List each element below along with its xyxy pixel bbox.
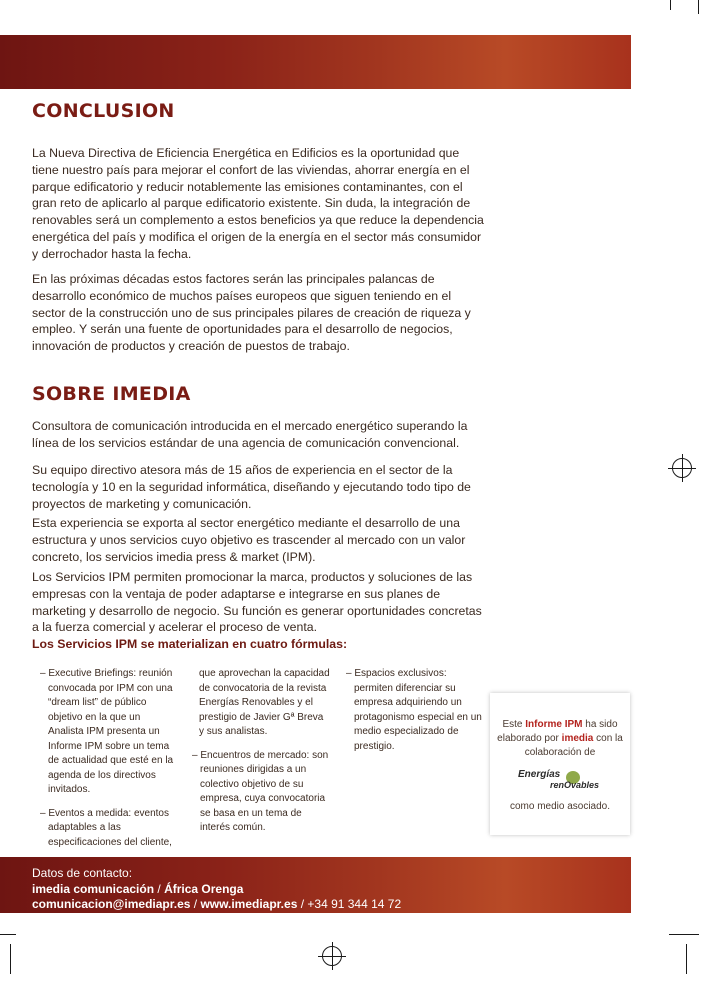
imedia-label: imedia	[561, 733, 594, 744]
crop-mark	[686, 944, 687, 974]
formulas-column-2	[188, 667, 330, 845]
crop-mark	[669, 934, 699, 935]
contact-block	[32, 866, 401, 913]
formulas-column-1	[36, 667, 176, 859]
crop-mark	[0, 934, 16, 935]
contact-phone: +34 91 344 14 72	[307, 897, 402, 911]
formula-encuentros-de-mercado: – Encuentros de mercado: son reuniones dirigidas a un colectivo objetivo de su empresa, cuya convocatoria se basa en un tema de interés común.	[192, 749, 329, 833]
contact-label: Datos de contacto:	[32, 866, 133, 880]
contact-line-2: comunicacion@imediapr.es / www.imediapr.es / +34 91 344 14 72	[32, 897, 402, 911]
header-band	[0, 35, 631, 89]
crop-mark	[10, 944, 11, 974]
formulas-column-3	[342, 667, 482, 763]
collaboration-box	[490, 693, 630, 835]
sobre-imedia-title: SOBRE IMEDIA	[32, 383, 191, 405]
contact-website-link[interactable]: www.imediapr.es	[200, 897, 298, 911]
registration-mark-bottom	[318, 942, 346, 970]
registration-mark-right	[668, 454, 696, 482]
formulas-heading: Los Servicios IPM se materializan en cuatro fórmulas:	[32, 637, 348, 651]
contact-company: imedia comunicación	[32, 881, 155, 896]
sobre-paragraph-1: Consultora de comunicación introducida en el mercado energético superando la línea de los servicios estándar de una agencia de comunicación convencional.	[32, 419, 468, 450]
collaboration-footer: como medio asociado.	[509, 801, 611, 812]
conclusion-title: CONCLUSION	[32, 100, 175, 122]
formula-eventos-continued: que aprovechan la capacidad de convocatoria de la revista Energías Renovables y el prestigio de Javier Gª Breva y sus analistas.	[199, 668, 330, 737]
conclusion-paragraph-2: En las próximas décadas estos factores serán las principales palancas de desarrollo económico de muchos países europeos que siguen teniendo en el sector de la construcción uno de sus principales pilares de creación de riqueza y empleo. Y serán una fuente de oportunidades para el desarrollo de negocios, innovación de productos y creación de puestos de trabajo.	[32, 272, 471, 354]
sobre-paragraph-2: Su equipo directivo atesora más de 15 años de experiencia en el sector de la tecnología y 10 en la seguridad informática, diseñando y ejecutando todo tipo de proyectos de marketing y comunicación.	[32, 463, 471, 511]
informe-ipm-label: Informe IPM	[525, 719, 583, 730]
contact-email-link[interactable]: comunicacion@imediapr.es	[32, 897, 191, 911]
energias-renovables-logo: Energías renOvables	[518, 769, 600, 790]
contact-line-1: imedia comunicación / África Orenga	[32, 881, 244, 896]
crop-mark	[698, 0, 699, 14]
sobre-paragraph-3: Esta experiencia se exporta al sector energético mediante el desarrollo de una estructura y unos servicios cuyo objetivo es trascender al mercado con un valor concreto, los servicios imedia press & market (IPM).	[32, 516, 466, 564]
formula-eventos-a-medida: – Eventos a medida: eventos adaptables a las especificaciones del cliente,	[40, 807, 172, 848]
formula-executive-briefings: – Executive Briefings: reunión convocada por IPM con una “dream list” de público objetivo en la que un Analista IPM presenta un Informe IPM sobre un tema de actualidad que esté en la agenda de los directivos invitados.	[40, 668, 174, 795]
conclusion-paragraph-1: La Nueva Directiva de Eficiencia Energética en Edificios es la oportunidad que tiene nuestro país para mejorar el confort de las viviendas, ahorrar energía en el parque edificatorio y reducir notablemente las emisiones contaminantes, con el gran reto de aplicarlo al parque edificatorio existente. Sin duda, la integración de renovables será un complemento a estos beneficios ya que reduce la dependencia energética del país y modifica el origen de la energía en el sector más consumidor y derrochador hasta la fecha.	[32, 146, 484, 261]
formula-espacios-exclusivos: – Espacios exclusivos: permiten diferenciar su empresa adquiriendo un protagonismo especial en un medio especializado de prestigio.	[346, 668, 482, 752]
contact-person: África Orenga	[164, 881, 244, 896]
collaboration-text: Este Informe IPM ha sido elaborado por imedia con la colaboración de	[497, 719, 623, 758]
crop-mark	[670, 0, 671, 10]
sobre-paragraph-4: Los Servicios IPM permiten promocionar la marca, productos y soluciones de las empresas con la ventaja de poder adaptarse e integrarse en sus planes de marketing y desarrollo de negocio. Su función es generar oportunidades concretas a la fuerza comercial y acelerar el proceso de venta.	[32, 570, 482, 635]
